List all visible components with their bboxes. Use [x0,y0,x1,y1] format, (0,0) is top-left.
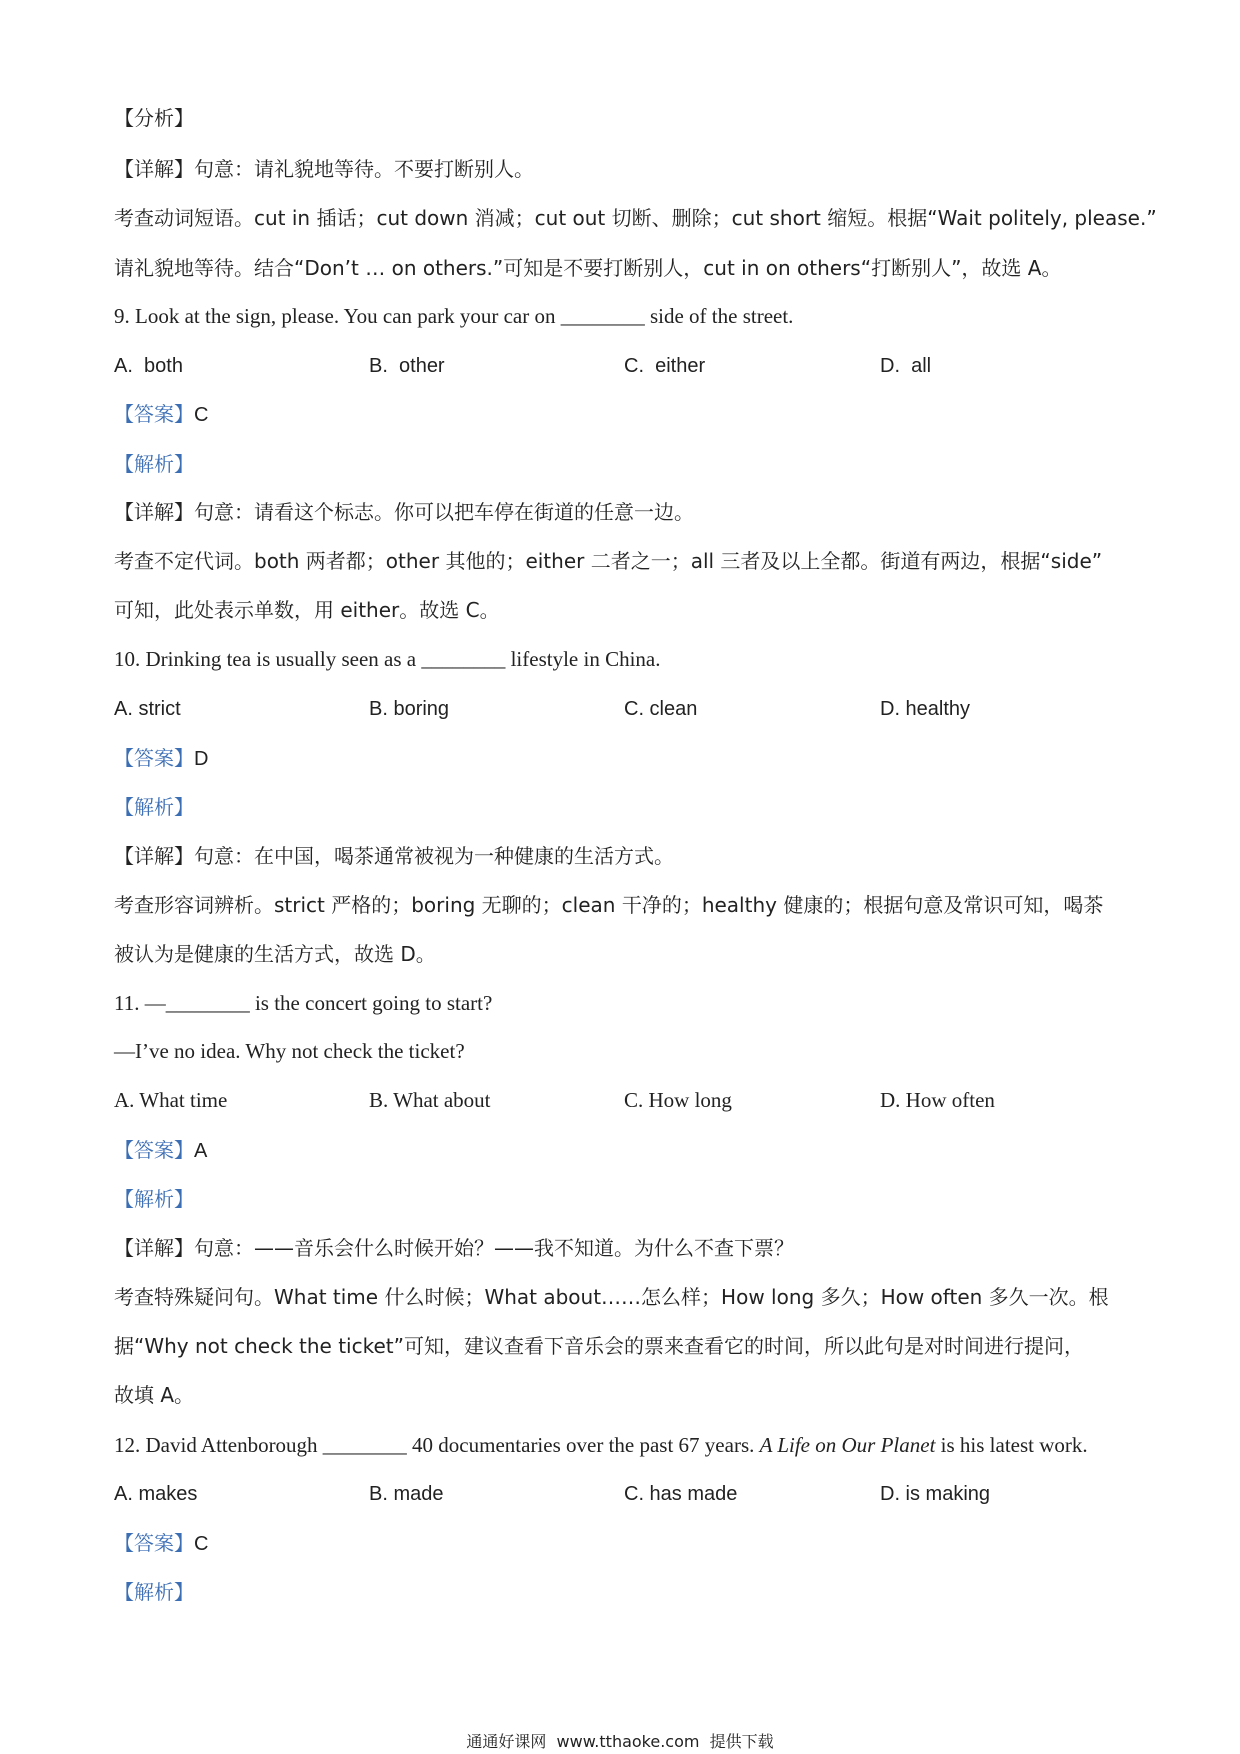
option-d: D. How often [880,1088,995,1112]
q10-stem: 10. Drinking tea is usually seen as a ________ lifestyle in China. [114,647,661,671]
answer-label: 【答案】 [114,1138,194,1162]
q8-explanation-line: 考查动词短语。cut in 插话；cut down 消减；cut out 切断、删除；cut short 缩短。根据“Wait politely, please.” [114,206,1157,230]
q9-detail: 【详解】句意：请看这个标志。你可以把车停在街道的任意一边。 [114,500,694,524]
option-a: A. What time [114,1088,228,1112]
answer-value: D [194,748,209,770]
option-d: D. is making [880,1483,991,1505]
option-c: C. either [624,355,706,377]
q9-stem: 9. Look at the sign, please. You can park your car on ________ side of the street. [114,304,794,328]
answer-value: C [194,1533,209,1555]
analysis-label: 【解析】 [114,1580,194,1604]
q12-stem-start: 12. David Attenborough ________ 40 documentaries over the past 67 years. [114,1433,760,1457]
q10-options [0,696,1240,722]
q12-stem-end: is his latest work. [935,1433,1088,1457]
q9-answer [114,401,208,428]
q11-explanation-line: 考查特殊疑问句。What time 什么时候；What about……怎么样；How long 多久；How often 多久一次。根 [114,1285,1109,1309]
q11-stem: 11. —________ is the concert going to start? [114,991,493,1015]
q11-explanation-line: 故填 A。 [114,1383,195,1407]
q12-stem [114,1432,1088,1458]
q8-explanation-line: 请礼貌地等待。结合“Don’t … on others.”可知是不要打断别人，cut in on others“打断别人”，故选 A。 [114,256,1062,280]
q9-explanation-line: 考查不定代词。both 两者都；other 其他的；either 二者之一；all 三者及以上全都。街道有两边，根据“side” [114,549,1103,573]
analysis-label: 【解析】 [114,452,194,476]
q12-work-title: A Life on Our Planet [759,1433,936,1457]
option-c: C. clean [624,698,698,720]
option-d: D. healthy [880,698,971,720]
answer-label: 【答案】 [114,746,194,770]
q10-answer [114,745,208,772]
option-b: B. boring [369,698,450,720]
q10-explanation-line: 被认为是健康的生活方式，故选 D。 [114,942,436,966]
page-footer: 通通好课网 www.tthaoke.com 提供下载 [466,1732,774,1751]
q11-answer [114,1137,207,1164]
analysis-label: 【解析】 [114,1187,194,1211]
option-b: B. other [369,355,445,377]
q10-explanation-line: 考查形容词辨析。strict 严格的；boring 无聊的；clean 干净的；healthy 健康的；根据句意及常识可知，喝茶 [114,893,1104,917]
q11-explanation-line: 据“Why not check the ticket”可知，建议查看下音乐会的票来查看它的时间，所以此句是对时间进行提问， [114,1334,1084,1358]
answer-value: A [194,1140,208,1162]
q12-answer [114,1530,208,1557]
q12-options [0,1481,1240,1507]
q11-detail: 【详解】句意：——音乐会什么时候开始？——我不知道。为什么不查下票？ [114,1236,794,1260]
option-b: B. What about [369,1088,491,1112]
option-c: C. has made [624,1483,738,1505]
answer-value: C [194,404,209,426]
option-b: B. made [369,1483,444,1505]
analysis-label: 【解析】 [114,795,194,819]
answer-label: 【答案】 [114,1531,194,1555]
option-a: A. both [114,355,183,377]
q9-options [0,353,1240,379]
option-a: A. makes [114,1483,198,1505]
option-c: C. How long [624,1088,732,1112]
q11-options [0,1087,1240,1113]
q8-detail: 【详解】句意：请礼貌地等待。不要打断别人。 [114,157,534,181]
answer-label: 【答案】 [114,402,194,426]
q11-stem-reply: —I’ve no idea. Why not check the ticket? [114,1039,465,1063]
q9-explanation-line: 可知，此处表示单数，用 either。故选 C。 [114,598,500,622]
q10-detail: 【详解】句意：在中国，喝茶通常被视为一种健康的生活方式。 [114,844,674,868]
analysis-header: 【分析】 [114,106,194,130]
option-a: A. strict [114,698,181,720]
option-d: D. all [880,355,932,377]
